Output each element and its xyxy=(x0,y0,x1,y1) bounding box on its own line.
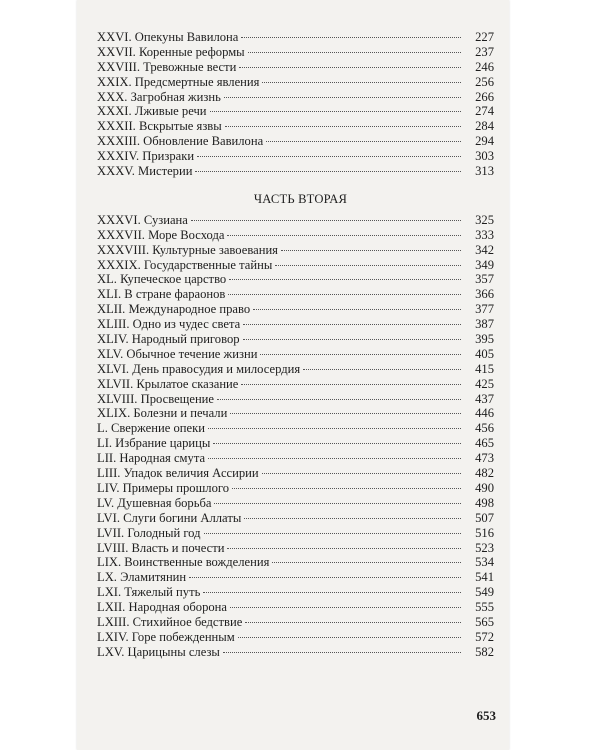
toc-entry-page: 582 xyxy=(475,644,494,659)
toc-entry-title: XLVI. День правосудия и милосердия xyxy=(97,361,301,376)
dot-leader xyxy=(245,622,461,623)
toc-entry-page: 303 xyxy=(475,149,494,164)
toc-entry xyxy=(97,243,494,258)
toc-entry xyxy=(97,149,494,164)
toc-entry-title: XLI. В стране фараонов xyxy=(97,287,226,302)
toc-entry xyxy=(97,496,494,511)
toc-entry-page: 284 xyxy=(475,119,494,134)
toc-entry-page: 227 xyxy=(475,30,494,44)
toc-entry-page: 437 xyxy=(475,391,494,406)
toc-entry-page: 516 xyxy=(475,525,494,540)
toc-entry-page: 274 xyxy=(475,104,494,119)
toc-entry-page: 456 xyxy=(475,421,494,436)
toc-entry-title: XXVI. Опекуны Вавилона xyxy=(97,30,239,44)
toc-entry-page: 342 xyxy=(475,242,494,257)
dot-leader xyxy=(217,399,461,400)
toc-entry-title: XXXVIII. Культурные завоевания xyxy=(97,242,278,257)
dot-leader xyxy=(303,369,461,370)
toc-entry-page: 555 xyxy=(475,600,494,615)
toc-entry-title: LIX. Воинственные вожделения xyxy=(97,555,270,570)
toc-entry-page: 405 xyxy=(475,346,494,361)
toc-entry-page: 490 xyxy=(475,480,494,495)
dot-leader xyxy=(262,82,461,83)
toc-entry xyxy=(97,258,494,273)
toc-entry-title: XXXVI. Сузиана xyxy=(97,212,188,227)
toc-entry xyxy=(97,421,494,436)
dot-leader xyxy=(227,235,461,236)
toc-entry-title: LII. Народная смута xyxy=(97,451,206,466)
toc-entry-page: 366 xyxy=(475,287,494,302)
toc-entry-title: XXXVII. Море Восхода xyxy=(97,227,225,242)
dot-leader xyxy=(191,220,461,221)
toc-entry-title: XXXV. Мистерии xyxy=(97,164,193,179)
toc-entry-title: XLVII. Крылатое сказание xyxy=(97,376,239,391)
dot-leader xyxy=(260,354,461,355)
toc-entry-page: 534 xyxy=(475,555,494,570)
dot-leader xyxy=(213,443,461,444)
toc-entry xyxy=(97,511,494,526)
toc-entry-page: 387 xyxy=(475,317,494,332)
toc-entry xyxy=(97,406,494,421)
toc-entry xyxy=(97,585,494,600)
toc-entry xyxy=(97,302,494,317)
toc-entry xyxy=(97,466,494,481)
dot-leader xyxy=(197,156,461,157)
part-two-heading: ЧАСТЬ ВТОРАЯ xyxy=(253,191,348,206)
dot-leader xyxy=(214,503,461,504)
toc-entry-page: 498 xyxy=(475,495,494,510)
toc-entry-page: 313 xyxy=(475,164,494,179)
toc-entry-page: 415 xyxy=(475,361,494,376)
dot-leader xyxy=(243,324,461,325)
dot-leader xyxy=(266,141,461,142)
dot-leader xyxy=(232,488,461,489)
toc-entry-page: 565 xyxy=(475,614,494,629)
dot-leader xyxy=(275,265,461,266)
toc-entry-page: 549 xyxy=(475,585,494,600)
toc-entry-page: 246 xyxy=(475,59,494,74)
toc-entry-title: LIII. Упадок величия Ассирии xyxy=(97,466,259,481)
toc-entry-title: LXI. Тяжелый путь xyxy=(97,585,201,600)
dot-leader xyxy=(227,548,461,549)
toc-entry-title: LXIII. Стихийное бедствие xyxy=(97,614,243,629)
toc-entry-page: 357 xyxy=(475,272,494,287)
toc-entry-page: 349 xyxy=(475,257,494,272)
toc-entry-title: LI. Избрание царицы xyxy=(97,436,211,451)
dot-leader xyxy=(281,250,461,251)
toc-entry-title: XXIX. Предсмертные явления xyxy=(97,74,260,89)
toc-entry-page: 294 xyxy=(475,134,494,149)
dot-leader xyxy=(238,637,461,638)
toc-entry-title: XXXIV. Призраки xyxy=(97,149,195,164)
page-number: 653 xyxy=(476,708,496,723)
toc-entry-page: 237 xyxy=(475,44,494,59)
toc-entry-page: 482 xyxy=(475,466,494,481)
toc-entry-page: 256 xyxy=(475,74,494,89)
toc-entry-page: 507 xyxy=(475,510,494,525)
dot-leader xyxy=(253,309,461,310)
table-of-contents xyxy=(97,30,494,660)
toc-entry-title: XXXI. Лживые речи xyxy=(97,104,207,119)
toc-entry-title: LVIII. Власть и почести xyxy=(97,540,225,555)
toc-entry xyxy=(97,119,494,134)
toc-entry xyxy=(97,317,494,332)
toc-entry-page: 425 xyxy=(475,376,494,391)
book-page xyxy=(77,0,509,750)
dot-leader xyxy=(243,339,461,340)
dot-leader xyxy=(262,473,461,474)
toc-entry xyxy=(97,392,494,407)
dot-leader xyxy=(239,67,461,68)
toc-entry xyxy=(97,30,494,45)
toc-entry-page: 572 xyxy=(475,629,494,644)
toc-entry xyxy=(97,555,494,570)
dot-leader xyxy=(228,294,461,295)
dot-leader xyxy=(204,533,461,534)
toc-entry xyxy=(97,228,494,243)
toc-entry xyxy=(97,45,494,60)
toc-entry-title: L. Свержение опеки xyxy=(97,421,205,436)
toc-entry-title: XXVII. Коренные реформы xyxy=(97,44,245,59)
toc-entry xyxy=(97,541,494,556)
dot-leader xyxy=(230,413,461,414)
toc-entry-page: 523 xyxy=(475,540,494,555)
dot-leader xyxy=(241,384,461,385)
toc-entry-title: XXX. Загробная жизнь xyxy=(97,89,221,104)
dot-leader xyxy=(210,111,461,112)
toc-entry xyxy=(97,332,494,347)
dot-leader xyxy=(208,458,461,459)
toc-entry-title: XXVIII. Тревожные вести xyxy=(97,59,237,74)
toc-entry xyxy=(97,526,494,541)
toc-entry-title: LVII. Голодный год xyxy=(97,525,201,540)
dot-leader xyxy=(244,518,461,519)
toc-entry xyxy=(97,272,494,287)
toc-part-one xyxy=(97,30,494,179)
toc-entry xyxy=(97,347,494,362)
toc-entry-page: 333 xyxy=(475,227,494,242)
toc-entry-title: XLVIII. Просвещение xyxy=(97,391,215,406)
toc-entry-page: 541 xyxy=(475,570,494,585)
toc-entry xyxy=(97,164,494,179)
toc-entry-title: LXII. Народная оборона xyxy=(97,600,227,615)
toc-entry xyxy=(97,377,494,392)
dot-leader xyxy=(223,652,461,653)
toc-entry xyxy=(97,60,494,75)
toc-part-two xyxy=(97,213,494,660)
toc-entry-title: XLII. Международное право xyxy=(97,302,251,317)
toc-entry xyxy=(97,75,494,90)
dot-leader xyxy=(225,126,461,127)
dot-leader xyxy=(229,279,461,280)
toc-entry xyxy=(97,600,494,615)
toc-entry xyxy=(97,287,494,302)
toc-entry xyxy=(97,134,494,149)
toc-entry-title: LXV. Царицыны слезы xyxy=(97,644,220,659)
toc-entry-title: XLIII. Одно из чудес света xyxy=(97,317,241,332)
toc-entry xyxy=(97,645,494,660)
toc-entry-title: XXXIX. Государственные тайны xyxy=(97,257,273,272)
toc-entry-page: 465 xyxy=(475,436,494,451)
toc-entry xyxy=(97,630,494,645)
toc-entry-title: LV. Душевная борьба xyxy=(97,495,212,510)
toc-entry-page: 395 xyxy=(475,332,494,347)
toc-entry xyxy=(97,213,494,228)
toc-entry xyxy=(97,570,494,585)
toc-entry-title: LVI. Слуги богини Аллаты xyxy=(97,510,242,525)
dot-leader xyxy=(195,171,461,172)
dot-leader xyxy=(241,37,461,38)
dot-leader xyxy=(189,577,461,578)
toc-entry-page: 446 xyxy=(475,406,494,421)
toc-entry-title: XL. Купеческое царство xyxy=(97,272,227,287)
toc-entry-title: LXIV. Горе побежденным xyxy=(97,629,235,644)
toc-entry xyxy=(97,362,494,377)
dot-leader xyxy=(230,607,461,608)
dot-leader xyxy=(248,52,461,53)
dot-leader xyxy=(272,562,461,563)
toc-entry-page: 266 xyxy=(475,89,494,104)
toc-entry-title: XLIX. Болезни и печали xyxy=(97,406,228,421)
toc-entry-page: 377 xyxy=(475,302,494,317)
dot-leader xyxy=(203,592,461,593)
toc-entry-title: LX. Эламитянин xyxy=(97,570,187,585)
toc-entry-page: 325 xyxy=(475,212,494,227)
toc-entry-title: XXXII. Вскрытые язвы xyxy=(97,119,222,134)
dot-leader xyxy=(208,428,461,429)
toc-entry xyxy=(97,90,494,105)
toc-entry xyxy=(97,615,494,630)
toc-entry xyxy=(97,451,494,466)
toc-entry xyxy=(97,481,494,496)
toc-entry-title: XXXIII. Обновление Вавилона xyxy=(97,134,264,149)
toc-entry-title: LIV. Примеры прошлого xyxy=(97,480,230,495)
toc-entry-page: 473 xyxy=(475,451,494,466)
toc-entry xyxy=(97,436,494,451)
toc-entry-title: XLIV. Народный приговор xyxy=(97,332,240,347)
toc-entry xyxy=(97,104,494,119)
dot-leader xyxy=(224,97,461,98)
toc-entry-title: XLV. Обычное течение жизни xyxy=(97,346,258,361)
